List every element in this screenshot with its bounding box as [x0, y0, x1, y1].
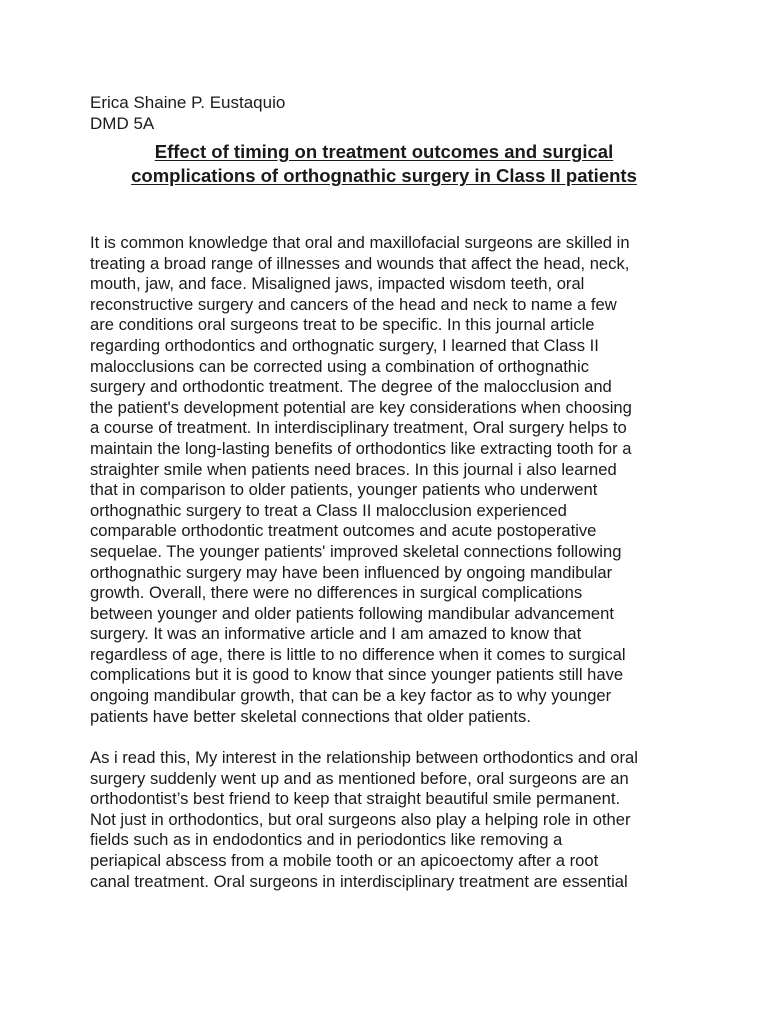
paragraph-line: surgery suddenly went up and as mentioned before, oral surgeons are an: [90, 768, 629, 788]
author-header: [90, 92, 285, 134]
paragraph-line: mouth, jaw, and face. Misaligned jaws, impacted wisdom teeth, oral: [90, 274, 585, 294]
document-title: [70, 140, 698, 188]
paragraph-line: fields such as in endodontics and in periodontics like removing a: [90, 830, 563, 850]
title-line-1: Effect of timing on treatment outcomes and surgical: [154, 141, 614, 162]
paragraph-line: orthognathic surgery may have been influenced by ongoing mandibular: [90, 562, 613, 582]
paragraph-line: are conditions oral surgeons treat to be specific. In this journal article: [90, 315, 595, 335]
paragraph-line: between younger and older patients following mandibular advancement: [90, 603, 614, 623]
paragraph-line: straighter smile when patients need braces. In this journal i also learned: [90, 459, 617, 479]
paragraph-line: malocclusions can be corrected using a combination of orthognathic: [90, 356, 590, 376]
paragraph-line: reconstructive surgery and cancers of the head and neck to name a few: [90, 294, 617, 314]
paragraph-line: sequelae. The younger patients' improved skeletal connections following: [90, 541, 622, 561]
paragraph-line: periapical abscess from a mobile tooth or an apicoectomy after a root: [90, 850, 599, 870]
paragraph-line: a course of treatment. In interdisciplinary treatment, Oral surgery helps to: [90, 418, 627, 438]
paragraph-line: comparable orthodontic treatment outcomes and acute postoperative: [90, 521, 597, 541]
title-line-2: complications of orthognathic surgery in Class II patients: [131, 165, 637, 186]
paragraph-line: that in comparison to older patients, younger patients who underwent: [90, 480, 598, 500]
paragraph-line: surgery. It was an informative article and I am amazed to know that: [90, 624, 582, 644]
paragraph-line: regarding orthodontics and orthognatic surgery, I learned that Class II: [90, 335, 599, 355]
paragraph-line: surgery and orthodontic treatment. The degree of the malocclusion and: [90, 377, 612, 397]
paragraph-line: regardless of age, there is little to no difference when it comes to surgical: [90, 644, 626, 664]
paragraph-line: ongoing mandibular growth, that can be a key factor as to why younger: [90, 686, 612, 706]
paragraph-line: the patient's development potential are key considerations when choosing: [90, 397, 632, 417]
paragraph-line: growth. Overall, there were no differences in surgical complications: [90, 583, 583, 603]
paragraph-line: complications but it is good to know that since younger patients still have: [90, 665, 624, 685]
paragraph-line: treating a broad range of illnesses and wounds that affect the head, neck,: [90, 253, 630, 273]
class-section: DMD 5A: [90, 114, 155, 133]
paragraph-line: Not just in orthodontics, but oral surgeons also play a helping role in other: [90, 809, 631, 829]
paragraph-line: canal treatment. Oral surgeons in interdisciplinary treatment are essential: [90, 871, 628, 891]
paragraph-2: [90, 748, 690, 892]
paragraph-line: patients have better skeletal connections that older patients.: [90, 706, 531, 726]
paragraph-line: It is common knowledge that oral and maxillofacial surgeons are skilled in: [90, 233, 630, 252]
author-name: Erica Shaine P. Eustaquio: [90, 93, 286, 112]
paragraph-1: [90, 233, 690, 727]
paragraph-line: As i read this, My interest in the relationship between orthodontics and oral: [90, 748, 638, 767]
paragraph-line: maintain the long-lasting benefits of orthodontics like extracting tooth for a: [90, 438, 632, 458]
paragraph-line: orthodontist’s best friend to keep that straight beautiful smile permanent.: [90, 789, 621, 809]
paragraph-line: orthognathic surgery to treat a Class II malocclusion experienced: [90, 500, 567, 520]
